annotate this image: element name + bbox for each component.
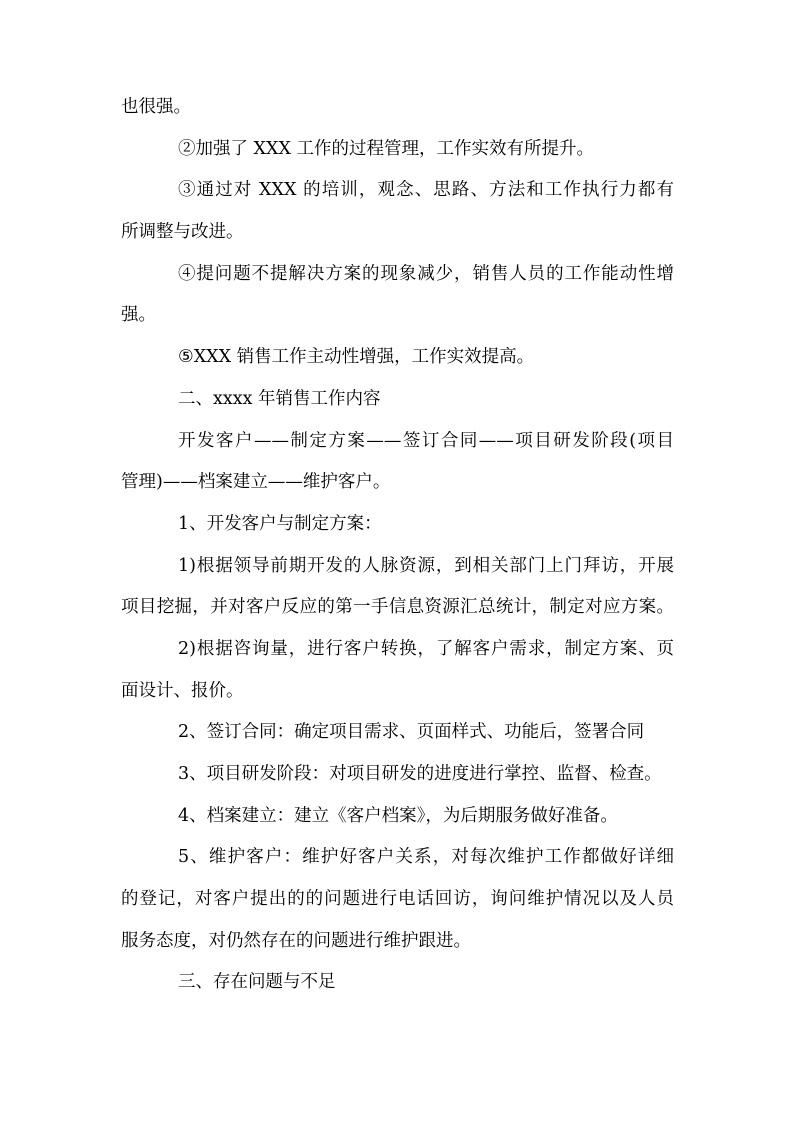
- subitem-2-line-2: 面设计、报价。: [121, 680, 244, 701]
- list-item-5-line-1: ⑤XXX 销售工作主动性增强，工作实效提高。: [178, 347, 535, 368]
- subsection-5-line-2: 的登记，对客户提出的的问题进行电话回访，询问维护情况以及人员: [121, 889, 674, 910]
- list-item-4-line-2: 强。: [121, 305, 156, 326]
- subsection-5-line-1: 5、维护客户：维护好客户关系，对每次维护工作都做好详细: [178, 847, 674, 868]
- subitem-2-line-1: 2)根据咨询量，进行客户转换，了解客户需求，制定方案、页: [178, 638, 674, 659]
- list-item-3-line-2: 所调整与改进。: [121, 222, 244, 243]
- workflow-paragraph-line-1: 开发客户——制定方案——签订合同——项目研发阶段(项目: [178, 430, 674, 451]
- subitem-1-line-2: 项目挖掘，并对客户反应的第一手信息资源汇总统计，制定对应方案。: [121, 597, 674, 618]
- paragraph-continuation: 也很强。: [121, 97, 191, 117]
- subsection-heading-1: 1、开发客户与制定方案：: [178, 513, 382, 534]
- subsection-2-line-1: 2、签订合同：确定项目需求、页面样式、功能后，签署合同: [178, 722, 645, 743]
- list-item-4-line-1: ④提问题不提解决方案的现象减少，销售人员的工作能动性增: [178, 263, 674, 284]
- subitem-1-line-1: 1)根据领导前期开发的人脉资源，到相关部门上门拜访，开展: [178, 555, 674, 576]
- list-item-3-line-1: ③通过对 XXX 的培训，观念、思路、方法和工作执行力都有: [178, 180, 674, 201]
- subsection-4-line-1: 4、档案建立：建立《客户档案》，为后期服务做好准备。: [178, 805, 618, 826]
- section-heading-2: 二、xxxx 年销售工作内容: [178, 388, 381, 409]
- list-item-2-line-1: ②加强了 XXX 工作的过程管理，工作实效有所提升。: [178, 138, 594, 159]
- subsection-5-line-3: 服务态度，对仍然存在的问题进行维护跟进。: [121, 930, 471, 951]
- subsection-3-line-1: 3、项目研发阶段：对项目研发的进度进行掌控、监督、检查。: [178, 764, 662, 784]
- workflow-paragraph-line-2: 管理)——档案建立——维护客户。: [121, 472, 391, 493]
- section-heading-3: 三、存在问题与不足: [178, 972, 336, 993]
- document-page: [121, 97, 674, 1014]
